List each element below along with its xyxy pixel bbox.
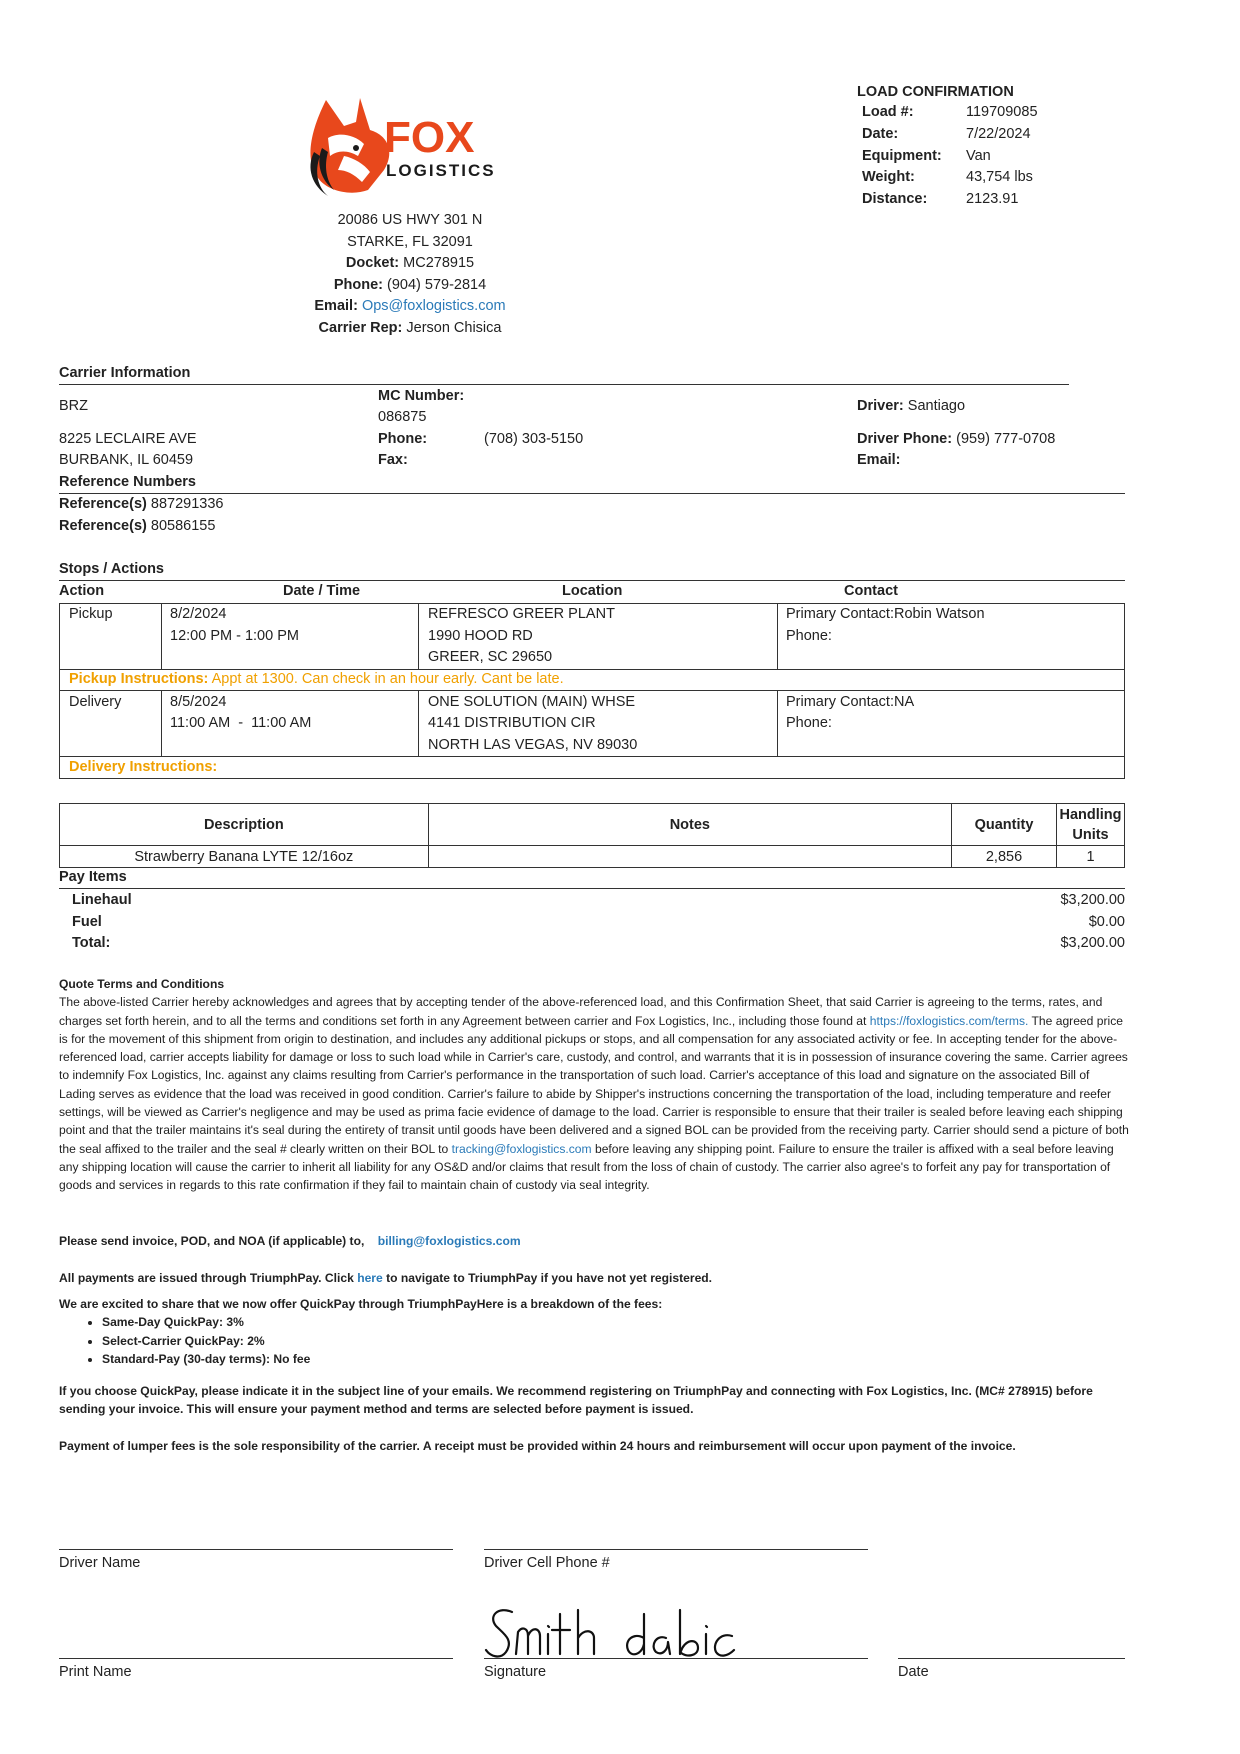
terms-title: Quote Terms and Conditions xyxy=(59,977,225,991)
reference-row xyxy=(59,518,215,534)
carrier-phone-label: Phone: xyxy=(378,431,428,447)
carrier-rep-value: Jerson Chisica xyxy=(406,320,502,336)
pickup-time: 12:00 PM - 1:00 PM xyxy=(170,628,299,644)
pickup-contact: Primary Contact:Robin Watson xyxy=(786,606,985,622)
pay-section-title: Pay Items xyxy=(59,869,127,885)
quickpay-intro: We are excited to share that we now offer QuickPay through TriumphPayHere is a breakdown of the fees: xyxy=(59,1297,663,1311)
delivery-contact: Primary Contact:NA xyxy=(786,694,915,710)
equipment-value: Van xyxy=(966,148,991,164)
equipment-label: Equipment: xyxy=(862,148,942,164)
delivery-location-name: ONE SOLUTION (MAIN) WHSE xyxy=(428,694,636,710)
table-row xyxy=(60,846,1125,868)
weight-value: 43,754 lbs xyxy=(966,169,1033,185)
items-header-quantity: Quantity xyxy=(952,804,1057,846)
company-email xyxy=(260,298,560,314)
total-value: $3,200.00 xyxy=(1060,935,1125,951)
stops-section-title: Stops / Actions xyxy=(59,561,164,577)
load-date-value: 7/22/2024 xyxy=(966,126,1031,142)
terms-link[interactable]: https://foxlogistics.com/terms. xyxy=(869,1013,1029,1028)
reference-row xyxy=(59,496,223,512)
company-phone xyxy=(260,277,560,293)
driver-email-label: Email: xyxy=(857,452,901,468)
carrier-section-title: Carrier Information xyxy=(59,365,191,381)
items-header-row xyxy=(60,804,1125,846)
total-label: Total: xyxy=(72,935,111,951)
company-address-2: STARKE, FL 32091 xyxy=(347,234,473,250)
triumphpay-here-link[interactable]: here xyxy=(357,1271,383,1285)
stops-header-datetime: Date / Time xyxy=(283,583,361,599)
logo-text-fox: FOX xyxy=(384,113,475,162)
distance-label: Distance: xyxy=(862,191,928,207)
driver-info xyxy=(857,398,965,414)
carrier-rep-label: Carrier Rep: xyxy=(318,320,403,336)
stops-header-contact: Contact xyxy=(844,583,898,599)
mc-number-label: MC Number: xyxy=(378,388,465,404)
company-phone-label: Phone: xyxy=(333,277,383,293)
driver-phone-value: (959) 777-0708 xyxy=(956,431,1056,447)
driver-cell-line[interactable] xyxy=(484,1549,868,1550)
stops-row-divider xyxy=(60,756,1124,757)
terms-paragraph-2: The agreed price is for the movement of this shipment from origin to destination, and includes any additional pickups or stops, and all compensation for any associated activity or fee. In accepting tender for the above-referenced load, carrier accepts liability for damage or loss to such load while in Carrier's care, custody, and control, and warrants that it is in possession of insurance covering the same. Carrier agrees to indemnify Fox Logistics, Inc. against any claims resulting from Carrier's performance in the transportation of such load. Carrier's acceptance of this load and signature on the associated Bill of Lading serves as evidence that the load was received in good condition. Carrier's failure to abide by Shipper's instructions concerning the transportation of the load, including temperature and reefer settings, will be viewed as Carrier's negligence and may be used as prima facie evidence of damage to the load. Carrier is responsible to ensure that their trailer is sealed before leaving each shipping point and that the trailer maintains it's seal during the entirety of transit until goods have been delivered and a signed BOL can be provided from the receiving party. Carrier should send a picture of both the seal affixed to the trailer and the seal # clearly written on their BOL to xyxy=(59,1013,1129,1156)
tracking-email-link[interactable]: tracking@foxlogistics.com xyxy=(451,1141,592,1156)
item-quantity: 2,856 xyxy=(952,846,1057,868)
carrier-divider xyxy=(59,384,1069,385)
pay-row-linehaul xyxy=(72,892,1125,908)
driver-name-line[interactable] xyxy=(59,1549,453,1550)
logo-text-logistics: LOGISTICS xyxy=(386,161,496,180)
driver-cell-label: Driver Cell Phone # xyxy=(484,1555,610,1571)
company-docket xyxy=(260,255,560,271)
stops-divider xyxy=(59,580,1125,581)
reference-value: 80586155 xyxy=(150,518,216,534)
pickup-location-city: GREER, SC 29650 xyxy=(428,649,553,665)
print-name-label: Print Name xyxy=(59,1664,132,1680)
list-item: • Same-Day QuickPay: 3% xyxy=(102,1313,310,1332)
stops-col-divider xyxy=(777,690,778,756)
pickup-action: Pickup xyxy=(69,606,113,622)
driver-phone-info xyxy=(857,431,1055,447)
delivery-action: Delivery xyxy=(69,694,122,710)
fuel-label: Fuel xyxy=(72,914,102,930)
stops-col-divider xyxy=(161,690,162,756)
invoice-instructions xyxy=(59,1232,1129,1250)
pickup-date: 8/2/2024 xyxy=(170,606,227,622)
item-notes xyxy=(428,846,951,868)
reference-value: 887291336 xyxy=(150,496,224,512)
company-email-link[interactable]: Ops@foxlogistics.com xyxy=(361,298,506,314)
carrier-phone-value: (708) 303-5150 xyxy=(484,431,584,447)
carrier-fax-label: Fax: xyxy=(378,452,408,468)
terms-paragraph-3: before leaving any shipping point. Failure to ensure the trailer is affixed with a seal before leaving any shipping location will cause the carrier to inherit all liability for any OS&D and/or claims that result from the loss of chain of custody. The carrier also agree's to forfeit any pay for transportation of goods and services in regards to this rate confirmation if they fail to maintain chain of custody via seal integrity. xyxy=(59,1141,1114,1193)
delivery-time: 11:00 AM - 11:00 AM xyxy=(170,715,312,731)
item-description: Strawberry Banana LYTE 12/16oz xyxy=(60,846,429,868)
stops-table xyxy=(59,603,1125,779)
carrier-rep xyxy=(260,320,560,336)
items-header-description: Description xyxy=(60,804,429,846)
driver-value: Santiago xyxy=(907,398,966,414)
weight-label: Weight: xyxy=(862,169,915,185)
docket-value: MC278915 xyxy=(403,255,475,271)
driver-phone-label: Driver Phone: xyxy=(857,431,953,447)
carrier-name: BRZ xyxy=(59,398,88,414)
pickup-location-street: 1990 HOOD RD xyxy=(428,628,533,644)
item-handling-units: 1 xyxy=(1056,846,1124,868)
delivery-location-street: 4141 DISTRIBUTION CIR xyxy=(428,715,596,731)
items-table xyxy=(59,803,1125,868)
date-label: Date xyxy=(898,1664,929,1680)
handwritten-signature xyxy=(484,1604,764,1664)
load-number-value: 119709085 xyxy=(966,104,1038,120)
docket-label: Docket: xyxy=(345,255,400,271)
stops-header-location: Location xyxy=(562,583,623,599)
load-date-label: Date: xyxy=(862,126,899,142)
pickup-instructions xyxy=(69,671,564,687)
print-name-line[interactable] xyxy=(59,1658,453,1659)
triumphpay-text-pre: All payments are issued through TriumphPay. Click xyxy=(59,1271,354,1285)
invoice-text: Please send invoice, POD, and NOA (if applicable) to, xyxy=(59,1234,365,1248)
reference-label: Reference(s) xyxy=(59,496,147,512)
load-confirmation-title: LOAD CONFIRMATION xyxy=(857,84,1014,100)
pay-row-total xyxy=(72,935,1125,951)
delivery-instructions-label: Delivery Instructions: xyxy=(69,759,218,775)
delivery-location-city: NORTH LAS VEGAS, NV 89030 xyxy=(428,737,638,753)
carrier-address-1: 8225 LECLAIRE AVE xyxy=(59,431,197,447)
pay-divider xyxy=(59,888,1125,889)
units-label: Units xyxy=(1072,826,1109,843)
load-number-row xyxy=(862,104,1038,120)
handling-label: Handling xyxy=(1059,806,1122,823)
company-email-label: Email: xyxy=(314,298,358,314)
items-header-handling-units xyxy=(1056,804,1124,846)
pickup-contact-phone: Phone: xyxy=(786,628,832,644)
distance-value: 2123.91 xyxy=(966,191,1019,207)
lumper-note: Payment of lumper fees is the sole responsibility of the carrier. A receipt must be provided within 24 hours and reimbursement will occur upon payment of the invoice. xyxy=(59,1439,1016,1453)
delivery-date: 8/5/2024 xyxy=(170,694,227,710)
terms-paragraph-1: The above-listed Carrier hereby acknowledges and agrees that by accepting tender of the above-referenced load, and this Confirmation Sheet, that said Carrier is agreeing to the terms, rates, and charges set forth herein, and to all the terms and conditions set forth in any Agreement between carrier and Fox Logistics, Inc., including those found at xyxy=(59,995,1103,1028)
signature-label: Signature xyxy=(484,1664,547,1680)
stops-row-divider xyxy=(60,690,1124,691)
driver-name-label: Driver Name xyxy=(59,1555,141,1571)
pay-row-fuel xyxy=(72,914,1125,930)
load-number-label: Load #: xyxy=(862,104,914,120)
load-date-row xyxy=(862,126,1031,142)
stops-row-divider xyxy=(60,669,1124,670)
stops-col-divider xyxy=(777,604,778,669)
triumphpay-text-post: to navigate to TriumphPay if you have not yet registered. xyxy=(386,1271,713,1285)
carrier-address-2: BURBANK, IL 60459 xyxy=(59,452,194,468)
items-header-notes: Notes xyxy=(428,804,951,846)
fuel-value: $0.00 xyxy=(1088,914,1125,930)
linehaul-value: $3,200.00 xyxy=(1060,892,1125,908)
quickpay-fee-list xyxy=(82,1313,310,1369)
reference-label: Reference(s) xyxy=(59,518,147,534)
list-item: • Select-Carrier QuickPay: 2% xyxy=(102,1332,310,1351)
reference-divider xyxy=(59,493,1125,494)
company-address-1: 20086 US HWY 301 N xyxy=(337,212,483,228)
distance-row xyxy=(862,191,1018,207)
driver-label: Driver: xyxy=(857,398,904,414)
reference-section-title: Reference Numbers xyxy=(59,474,196,490)
triumphpay-note xyxy=(59,1269,1129,1287)
pickup-instructions-text: Appt at 1300. Can check in an hour early. Cant be late. xyxy=(211,671,564,687)
stops-col-divider xyxy=(161,604,162,669)
company-phone-value: (904) 579-2814 xyxy=(387,277,487,293)
fox-logo-icon xyxy=(298,92,518,202)
linehaul-label: Linehaul xyxy=(72,892,132,908)
pickup-instructions-label: Pickup Instructions: xyxy=(69,671,209,687)
equipment-row xyxy=(862,148,991,164)
signature-drawing xyxy=(484,1604,764,1664)
company-logo xyxy=(298,92,518,202)
billing-email-link[interactable]: billing@foxlogistics.com xyxy=(377,1234,521,1248)
delivery-contact-phone: Phone: xyxy=(786,715,832,731)
stops-col-divider xyxy=(418,604,419,669)
weight-row xyxy=(862,169,1033,185)
quickpay-note: If you choose QuickPay, please indicate it in the subject line of your emails. We recommend registering on TriumphPay and connecting with Fox Logistics, Inc. (MC# 278915) before sending your invoice. This will ensure your payment method and terms are selected before payment is issued. xyxy=(59,1384,1093,1417)
date-line[interactable] xyxy=(898,1658,1125,1659)
list-item: • Standard-Pay (30-day terms): No fee xyxy=(102,1350,310,1369)
pickup-location-name: REFRESCO GREER PLANT xyxy=(428,606,615,622)
stops-col-divider xyxy=(418,690,419,756)
stops-header-action: Action xyxy=(59,583,105,599)
mc-number-value: 086875 xyxy=(378,409,427,425)
terms-block xyxy=(59,975,1129,1195)
